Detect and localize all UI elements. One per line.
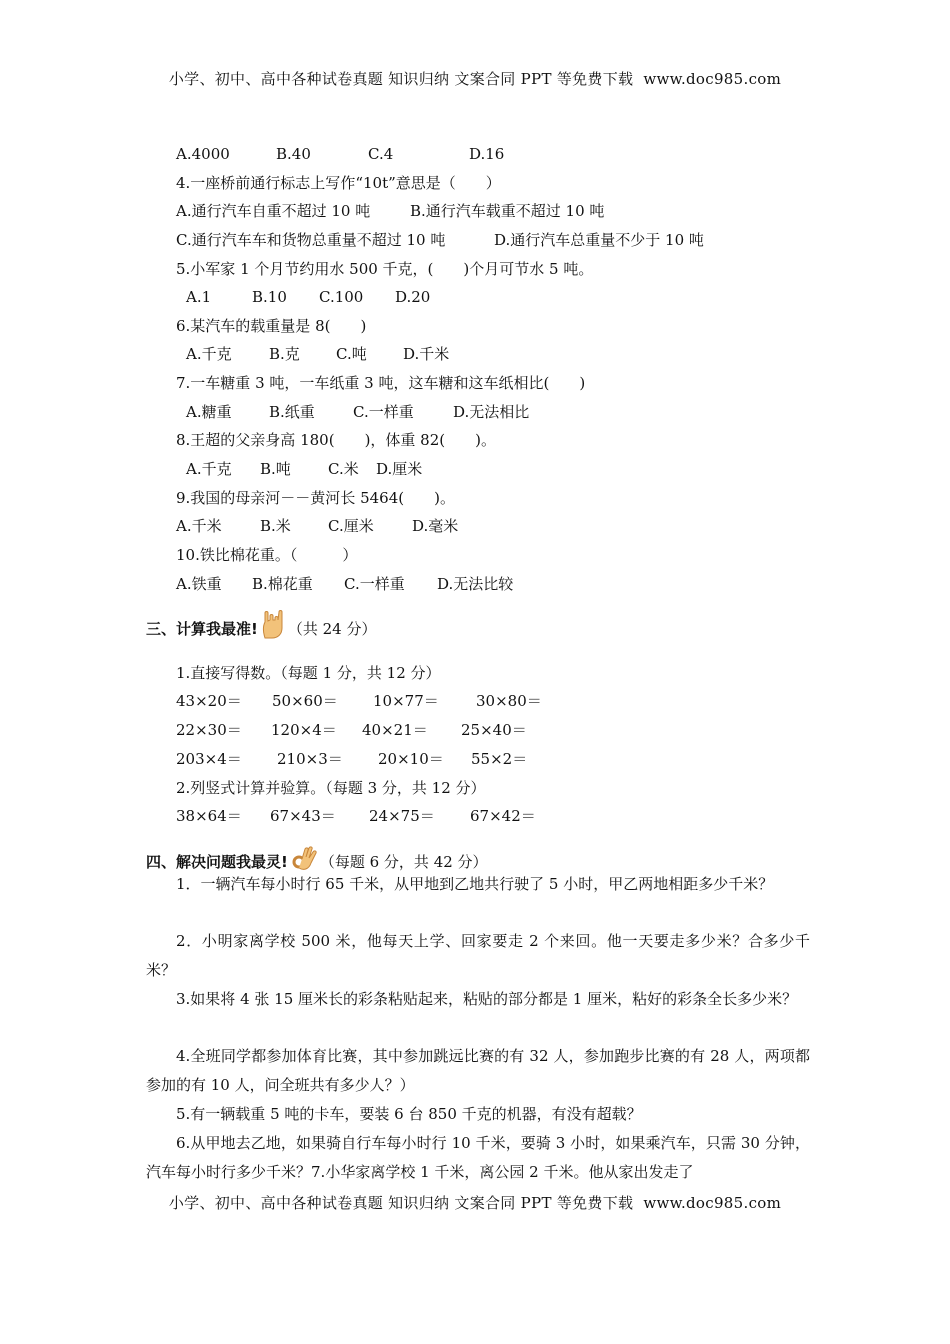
q8-option-a: A.千克 — [186, 460, 232, 478]
section-4-title: 四、解决问题我最灵! — [146, 853, 288, 871]
q10-stem: 10.铁比棉花重。（ ） — [176, 546, 358, 564]
calc1-item: 43×20＝ — [176, 692, 242, 710]
calc1-title: 1.直接写得数。（每题 1 分，共 12 分） — [176, 664, 441, 682]
problem-5: 5.有一辆载重 5 吨的卡车，要装 6 台 850 千克的机器，有没有超载？ — [176, 1105, 642, 1123]
q5-stem: 5.小军家 1 个月节约用水 500 千克，( )个月可节水 5 吨。 — [176, 260, 594, 278]
q4-option-c: C.通行汽车车和货物总重量不超过 10 吨 — [176, 231, 446, 249]
calc1-item: 120×4＝ — [271, 721, 337, 739]
problem-6: 6.从甲地去乙地，如果骑自行车每小时行 10 千米，要骑 3 小时，如果乘汽车，只需 30 分钟，汽车每小时行多少千米？7.小华家离学校 1 千米，离公园 2 千米。他从家出发走了 — [146, 1134, 810, 1181]
calc1-row-3 — [176, 749, 527, 769]
q9-stem: 9.我国的母亲河－－黄河长 5464( )。 — [176, 489, 455, 507]
q3-option-a: A.4000 — [176, 145, 230, 163]
q6-option-b: B.克 — [269, 345, 300, 363]
q3-option-b: B.40 — [276, 145, 311, 163]
q6-options — [186, 344, 449, 364]
calc1-item: 20×10＝ — [378, 750, 444, 768]
calc1-row-2 — [176, 720, 527, 740]
problem-3: 3.如果将 4 张 15 厘米长的彩条粘贴起来，粘贴的部分都是 1 厘米，粘好的彩条全长多少米？ — [176, 990, 798, 1008]
header-text: 小学、初中、高中各种试卷真题 知识归纳 文案合同 PPT 等免费下载 — [168, 70, 634, 88]
page-footer — [0, 1192, 950, 1213]
q3-options — [176, 144, 504, 164]
q6-stem: 6.某汽车的载重量是 8( ) — [176, 317, 367, 335]
q4-options-row1 — [176, 201, 604, 221]
q7-options — [186, 402, 529, 422]
calc1-item: 203×4＝ — [176, 750, 242, 768]
footer-text: 小学、初中、高中各种试卷真题 知识归纳 文案合同 PPT 等免费下载 — [168, 1194, 634, 1212]
header-url[interactable]: www.doc985.com — [643, 70, 782, 88]
q9-option-a: A.千米 — [176, 517, 222, 535]
calc2-title: 2.列竖式计算并验算。（每题 3 分，共 12 分） — [176, 779, 486, 797]
q8-options — [186, 459, 422, 479]
q4-stem: 4.一座桥前通行标志上写作“10t”意思是（ ） — [176, 174, 501, 192]
calc1-item: 25×40＝ — [461, 721, 527, 739]
q8-option-b: B.吨 — [260, 460, 291, 478]
calc1-item: 210×3＝ — [277, 750, 343, 768]
calc1-item: 30×80＝ — [476, 692, 542, 710]
q3-option-d: D.16 — [469, 145, 505, 163]
q9-option-d: D.毫米 — [412, 517, 459, 535]
q4-option-b: B.通行汽车载重不超过 10 吨 — [410, 202, 605, 220]
q8-option-c: C.米 — [328, 460, 359, 478]
calc2-item: 38×64＝ — [176, 807, 242, 825]
section-3-score: （共 24 分） — [287, 620, 377, 638]
calc1-item: 55×2＝ — [471, 750, 528, 768]
calc2-row — [176, 806, 536, 826]
q10-option-d: D.无法比较 — [437, 575, 514, 593]
calc2-item: 67×42＝ — [470, 807, 536, 825]
q5-option-a: A.1 — [186, 288, 212, 306]
q4-option-a: A.通行汽车自重不超过 10 吨 — [176, 202, 371, 220]
q9-option-c: C.厘米 — [328, 517, 374, 535]
q7-option-b: B.纸重 — [269, 403, 315, 421]
q6-option-d: D.千米 — [403, 345, 450, 363]
calc2-item: 67×43＝ — [270, 807, 336, 825]
q5-option-c: C.100 — [319, 288, 364, 306]
q5-option-b: B.10 — [252, 288, 287, 306]
calc1-item: 10×77＝ — [373, 692, 439, 710]
page-header — [0, 68, 950, 89]
calc1-item: 22×30＝ — [176, 721, 242, 739]
q6-option-a: A.千克 — [186, 345, 232, 363]
footer-url[interactable]: www.doc985.com — [643, 1194, 782, 1212]
q10-option-b: B.棉花重 — [252, 575, 313, 593]
q5-option-d: D.20 — [395, 288, 431, 306]
problem-1: 1．一辆汽车每小时行 65 千米，从甲地到乙地共行驶了 5 小时，甲乙两地相距多少千米？ — [176, 875, 774, 893]
q7-option-a: A.糖重 — [186, 403, 232, 421]
q4-options-row2 — [176, 230, 704, 250]
q5-options — [186, 287, 430, 307]
q7-stem: 7.一车糖重 3 吨，一车纸重 3 吨，这车糖和这车纸相比( ) — [176, 374, 586, 392]
q9-options — [176, 516, 458, 536]
q7-option-c: C.一样重 — [353, 403, 414, 421]
problem-2: 2．小明家离学校 500 米，他每天上学、回家要走 2 个来回。他一天要走多少米？合多少千米？ — [146, 932, 810, 979]
calc1-row-1 — [176, 691, 542, 711]
calc1-item: 50×60＝ — [272, 692, 338, 710]
q7-option-d: D.无法相比 — [453, 403, 530, 421]
q8-option-d: D.厘米 — [376, 460, 423, 478]
rock-hand-icon — [260, 610, 286, 646]
q4-option-d: D.通行汽车总重量不少于 10 吨 — [494, 231, 704, 249]
calc1-item: 40×21＝ — [362, 721, 428, 739]
q9-option-b: B.米 — [260, 517, 291, 535]
section-4-score: （每题 6 分，共 42 分） — [319, 853, 488, 871]
q6-option-c: C.吨 — [336, 345, 367, 363]
calc2-item: 24×75＝ — [369, 807, 435, 825]
q10-options — [176, 574, 513, 594]
section-3-heading — [146, 610, 376, 646]
problem-4: 4.全班同学都参加体育比赛，其中参加跳远比赛的有 32 人，参加跑步比赛的有 28 人，两项都参加的有 10 人，问全班共有多少人？） — [146, 1047, 810, 1094]
q10-option-c: C.一样重 — [344, 575, 405, 593]
q8-stem: 8.王超的父亲身高 180( )，体重 82( )。 — [176, 431, 496, 449]
q3-option-c: C.4 — [368, 145, 394, 163]
section-3-title: 三、计算我最准! — [146, 620, 258, 638]
q10-option-a: A.铁重 — [176, 575, 222, 593]
